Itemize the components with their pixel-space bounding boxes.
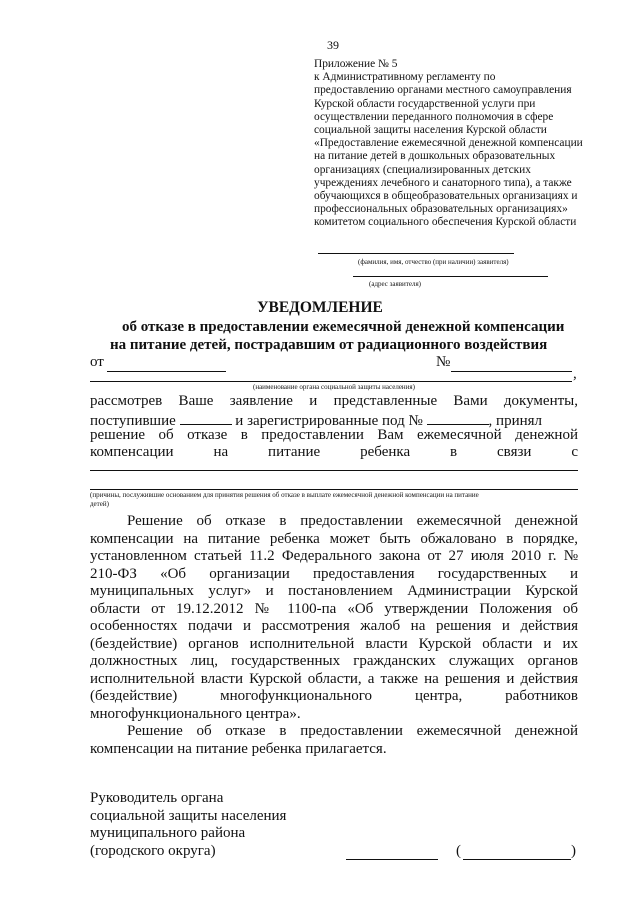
para2-line: особенностях подачи и рассмотрения жалоб на решения и действия	[90, 618, 578, 634]
appendix-line: профессиональных образовательных организациях»	[314, 203, 568, 216]
appendix-line: организациях (специализированных детских	[314, 163, 531, 176]
para2-line: (бездействие) органов исполнительной власти Курской области и их	[90, 636, 578, 652]
appendix-line: обучающихся в общеобразовательных организациях и	[314, 190, 578, 203]
applicant-name-caption: (фамилия, имя, отчество (при наличии) заявителя)	[358, 258, 509, 266]
para3-line: компенсации на питание ребенка прилагается.	[90, 741, 387, 757]
para3-line: Решение об отказе в предоставлении ежемесячной денежной	[127, 723, 578, 739]
para2-line: Решение об отказе в предоставлении ежемесячной денежной	[127, 513, 578, 529]
reasons-line-2	[90, 489, 578, 490]
appendix-line: «Предоставление ежемесячной денежной компенсации	[314, 137, 583, 150]
para2-line: должностных лиц, государственных гражданских служащих органов	[90, 653, 578, 669]
para2-line: установленном статьей 11.2 Федерального закона от 27 июля 2010 г. №	[90, 548, 578, 564]
org-caption: (наименование органа социальной защиты населения)	[253, 383, 415, 391]
appendix-line: учреждениях лечебного и санаторного типа), а также	[314, 176, 572, 189]
applicant-address-line	[353, 276, 548, 277]
signature-blank	[346, 859, 438, 860]
appendix-line: комитетом социального обеспечения Курской области	[314, 216, 577, 229]
applicant-address-caption: (адрес заявителя)	[369, 280, 421, 288]
number-label: №	[436, 354, 451, 370]
document-title: УВЕДОМЛЕНИЕ	[257, 299, 383, 316]
appendix-line: Приложение № 5	[314, 58, 398, 70]
para2-line: 210-ФЗ «Об организации предоставления государственных и	[90, 566, 578, 582]
org-name-line	[90, 381, 572, 382]
registered-label: и зарегистрированные под №	[235, 413, 423, 429]
applicant-name-line	[318, 253, 514, 254]
page-number: 39	[327, 38, 339, 52]
para2-line: многофункционального центра».	[90, 706, 301, 722]
signature-line: муниципального района	[90, 825, 246, 841]
signature-line: социальной защиты населения	[90, 808, 287, 824]
name-paren-open: (	[456, 843, 461, 859]
document-subtitle-1: об отказе в предоставлении ежемесячной денежной компенсации	[122, 319, 565, 335]
decided-label: , принял	[488, 413, 543, 429]
para1-line: рассмотрев Ваше заявление и представленные Вами документы,	[90, 393, 578, 409]
appendix-line: на питание детей в дошкольных образовательных	[314, 150, 556, 163]
date-line	[107, 371, 226, 372]
appendix-line: Курской области государственной услуги при	[314, 97, 536, 110]
appendix-line: предоставлению органами местного самоуправления	[314, 84, 572, 97]
received-label: поступившие	[90, 413, 176, 429]
reasons-caption: (причины, послужившие основанием для принятия решения об отказе в выплате ежемесячной денежной компенсации на питание	[90, 491, 479, 499]
registration-number-blank	[427, 410, 489, 425]
para2-line: муниципальных услуг» и постановлением Администрации Курской	[90, 583, 578, 599]
appendix-line: осуществлении переданного полномочия в сфере	[314, 110, 554, 123]
para2-line: области от 19.12.2012 № 1100-па «Об утверждении Положения об	[90, 601, 578, 617]
received-date-blank	[180, 410, 232, 425]
para2-line: (бездействие) многофункционального центра, работников	[90, 688, 578, 704]
appendix-block	[314, 58, 583, 230]
signature-line: (городского округа)	[90, 843, 216, 859]
para2-line: исполнительной власти Курской области, а также на решения и действия	[90, 671, 578, 687]
appendix-line: к Административному регламенту по	[314, 71, 496, 84]
para1-line: компенсации на питание ребенка в связи с	[90, 444, 578, 460]
appendix-line: социальной защиты населения Курской области	[314, 124, 547, 137]
reasons-line-1	[90, 470, 578, 471]
org-line-comma: ,	[573, 366, 577, 382]
signature-line: Руководитель органа	[90, 790, 224, 806]
number-line	[451, 371, 572, 372]
from-label: от	[90, 354, 104, 370]
reasons-caption: детей)	[90, 500, 109, 508]
printed-name-blank	[463, 859, 571, 860]
name-paren-close: )	[571, 843, 576, 859]
document-subtitle-2: на питание детей, пострадавшим от радиационного воздействия	[110, 337, 548, 353]
para1-line: решение об отказе в предоставлении Вам ежемесячной денежной	[90, 427, 578, 443]
para2-line: компенсации на питание ребенка может быть обжаловано в порядке,	[90, 531, 578, 547]
